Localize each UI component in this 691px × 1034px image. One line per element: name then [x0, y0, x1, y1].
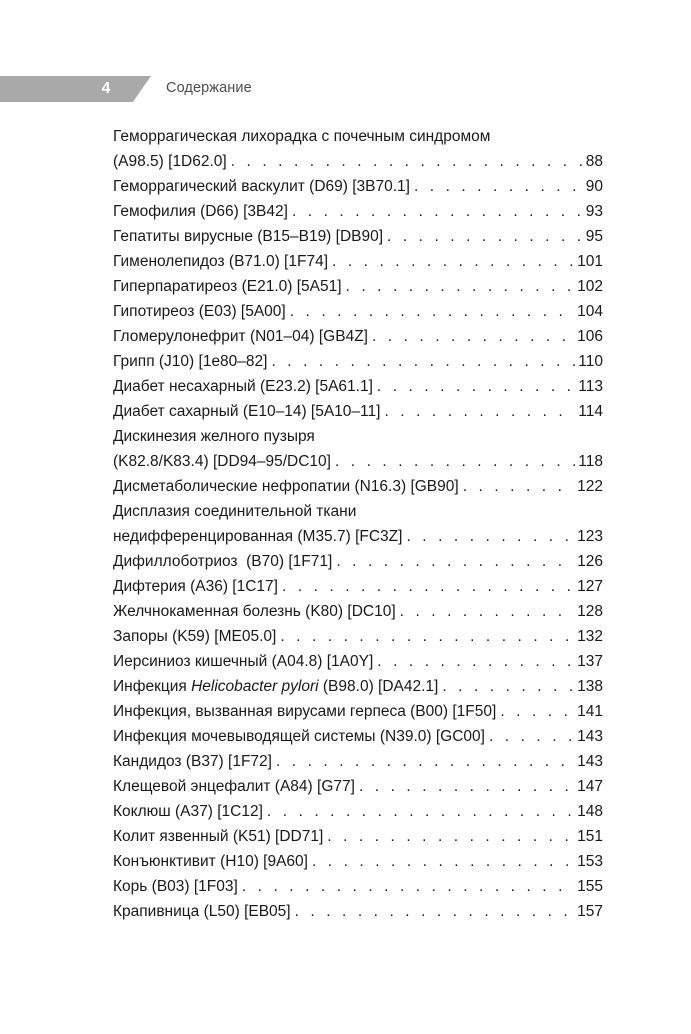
toc-entry[interactable] — [113, 174, 603, 199]
toc-entry-title: Геморрагический васкулит (D69) [3B70.1] — [113, 178, 410, 195]
toc-entry-page: 88 — [585, 153, 603, 170]
leader-dots — [438, 674, 574, 699]
toc-entry-page: 141 — [577, 703, 603, 720]
leader-dots — [402, 524, 574, 549]
toc-entry-title: Гемофилия (D66) [3B42] — [113, 203, 288, 220]
toc-entry-title: Запоры (K59) [ME05.0] — [113, 628, 277, 645]
leader-dots — [323, 824, 574, 849]
toc-entry[interactable] — [113, 824, 603, 849]
toc-entry-page: 102 — [577, 278, 603, 295]
header-band — [0, 76, 151, 102]
toc-entry-title: Дифиллоботриоз (B70) [1F71] — [113, 553, 333, 570]
toc-entry[interactable] — [113, 899, 603, 924]
leader-dots — [380, 399, 575, 424]
toc-entry[interactable] — [113, 774, 603, 799]
toc-entry[interactable] — [113, 124, 603, 174]
toc-entry-title: Дисметаболические нефропатии (N16.3) [GB90] — [113, 478, 459, 495]
toc-entry-title: Диабет сахарный (E10–14) [5A10–11] — [113, 403, 381, 420]
toc-entry-page: 138 — [577, 678, 603, 695]
toc-entry-title: Дисплазия соединительной ткани — [113, 503, 357, 520]
toc-entry-title: Дискинезия желного пузыря — [113, 428, 315, 445]
leader-dots — [496, 699, 574, 724]
toc-entry-page: 95 — [585, 228, 603, 245]
toc-entry-title: Гименолепидоз (B71.0) [1F74] — [113, 253, 328, 270]
toc-entry-page: 104 — [577, 303, 603, 320]
toc-entry-title: Инфекция мочевыводящей системы (N39.0) [GC00] — [113, 728, 485, 745]
toc-entry[interactable] — [113, 674, 603, 699]
toc-entry[interactable] — [113, 724, 603, 749]
leader-dots — [276, 624, 574, 649]
toc-entry[interactable] — [113, 799, 603, 824]
toc-entry-title: Клещевой энцефалит (A84) [G77] — [113, 778, 355, 795]
toc-entry-title: Крапивница (L50) [EB05] — [113, 903, 291, 920]
toc-entry[interactable] — [113, 549, 603, 574]
toc-entry-page: 101 — [577, 253, 603, 270]
toc-entry-title: Колит язвенный (K51) [DD71] — [113, 828, 324, 845]
toc-entry[interactable] — [113, 199, 603, 224]
leader-dots — [368, 324, 574, 349]
leader-dots — [373, 649, 574, 674]
toc-entry-page: 137 — [577, 653, 603, 670]
toc-entry[interactable] — [113, 749, 603, 774]
toc-entry[interactable] — [113, 349, 603, 374]
leader-dots — [331, 449, 575, 474]
leader-dots — [263, 799, 574, 824]
toc-entry[interactable] — [113, 849, 603, 874]
toc-entry-title: Корь (B03) [1F03] — [113, 878, 238, 895]
toc-entry-title: Грипп (J10) [1e80–82] — [113, 353, 268, 370]
toc-entry[interactable] — [113, 224, 603, 249]
leader-dots — [267, 349, 575, 374]
toc-entry-page: 153 — [577, 853, 603, 870]
toc-entry-title: Гепатиты вирусные (B15–B19) [DB90] — [113, 228, 384, 245]
toc-entry[interactable] — [113, 499, 603, 549]
toc-entry-page: 123 — [577, 528, 603, 545]
toc-entry-page: 110 — [578, 353, 603, 370]
leader-dots — [410, 174, 583, 199]
toc-entry[interactable] — [113, 299, 603, 324]
toc-entry[interactable] — [113, 374, 603, 399]
leader-dots — [272, 749, 574, 774]
toc-entry-page: 90 — [585, 178, 603, 195]
toc-entry[interactable] — [113, 324, 603, 349]
toc-entry[interactable] — [113, 399, 603, 424]
running-title: Содержание — [166, 80, 252, 96]
toc-entry-page: 122 — [577, 478, 603, 495]
toc-entry[interactable] — [113, 874, 603, 899]
toc-entry[interactable] — [113, 699, 603, 724]
leader-dots — [286, 299, 574, 324]
leader-dots — [383, 224, 583, 249]
toc-entry[interactable] — [113, 649, 603, 674]
toc-entry-title-suffix: (B98.0) [DA42.1] — [318, 678, 439, 695]
leader-dots — [328, 249, 574, 274]
toc-entry-page: 128 — [577, 603, 603, 620]
toc-entry[interactable] — [113, 574, 603, 599]
leader-dots — [332, 549, 574, 574]
toc-entry-title: Диабет несахарный (E23.2) [5A61.1] — [113, 378, 373, 395]
toc-entry-page: 113 — [578, 378, 603, 395]
leader-dots — [238, 874, 574, 899]
leader-dots — [227, 149, 583, 174]
toc-entry-title — [113, 674, 438, 699]
toc-entry-page: 148 — [577, 803, 603, 820]
toc-entry-page: 143 — [577, 728, 603, 745]
leader-dots — [288, 199, 583, 224]
toc-entry[interactable] — [113, 274, 603, 299]
toc-entry-page: 151 — [577, 828, 603, 845]
toc-entry-title-prefix: Инфекция — [113, 678, 192, 695]
toc-entry-page: 118 — [578, 453, 603, 470]
toc-entry-title: Кандидоз (B37) [1F72] — [113, 753, 272, 770]
toc-entry-title: Гиперпаратиреоз (E21.0) [5A51] — [113, 278, 342, 295]
toc-entry-title: (K82.8/K83.4) [DD94–95/DC10] — [113, 453, 331, 470]
table-of-contents — [113, 124, 603, 924]
toc-entry-page: 127 — [577, 578, 603, 595]
toc-entry-page: 157 — [577, 903, 603, 920]
leader-dots — [342, 274, 575, 299]
toc-entry[interactable] — [113, 599, 603, 624]
toc-entry-title: Коклюш (A37) [1C12] — [113, 803, 263, 820]
toc-entry-title: Конъюнктивит (H10) [9A60] — [113, 853, 308, 870]
toc-entry-title: Гипотиреоз (E03) [5A00] — [113, 303, 286, 320]
toc-entry-page: 147 — [577, 778, 603, 795]
toc-entry-title: Геморрагическая лихорадка с почечным синдромом — [113, 128, 491, 145]
toc-entry-title: Гломерулонефрит (N01–04) [GB4Z] — [113, 328, 368, 345]
leader-dots — [373, 374, 575, 399]
toc-entry[interactable] — [113, 249, 603, 274]
toc-entry-page: 126 — [577, 553, 603, 570]
toc-entry-title-italic: Helicobacter pylori — [191, 678, 319, 695]
leader-dots — [355, 774, 574, 799]
toc-entry-title: недифференцированная (M35.7) [FC3Z] — [113, 528, 403, 545]
toc-entry-title: Желчнокаменная болезнь (K80) [DC10] — [113, 603, 396, 620]
leader-dots — [485, 724, 574, 749]
leader-dots — [291, 899, 575, 924]
leader-dots — [278, 574, 574, 599]
toc-entry[interactable] — [113, 474, 603, 499]
toc-entry-title: (A98.5) [1D62.0] — [113, 153, 227, 170]
toc-entry-page: 106 — [577, 328, 603, 345]
toc-entry-page: 93 — [585, 203, 603, 220]
toc-entry-page: 143 — [577, 753, 603, 770]
leader-dots — [308, 849, 574, 874]
toc-entry-page: 132 — [577, 628, 603, 645]
toc-entry-page: 155 — [577, 878, 603, 895]
toc-entry[interactable] — [113, 624, 603, 649]
page-number: 4 — [101, 80, 111, 97]
toc-entry[interactable] — [113, 424, 603, 474]
toc-entry-title: Инфекция, вызванная вирусами герпеса (B00) [1F50] — [113, 703, 497, 720]
toc-entry-title: Дифтерия (A36) [1C17] — [113, 578, 278, 595]
toc-entry-page: 114 — [578, 403, 603, 420]
leader-dots — [396, 599, 574, 624]
toc-entry-title: Иерсиниоз кишечный (A04.8) [1A0Y] — [113, 653, 374, 670]
leader-dots — [459, 474, 574, 499]
